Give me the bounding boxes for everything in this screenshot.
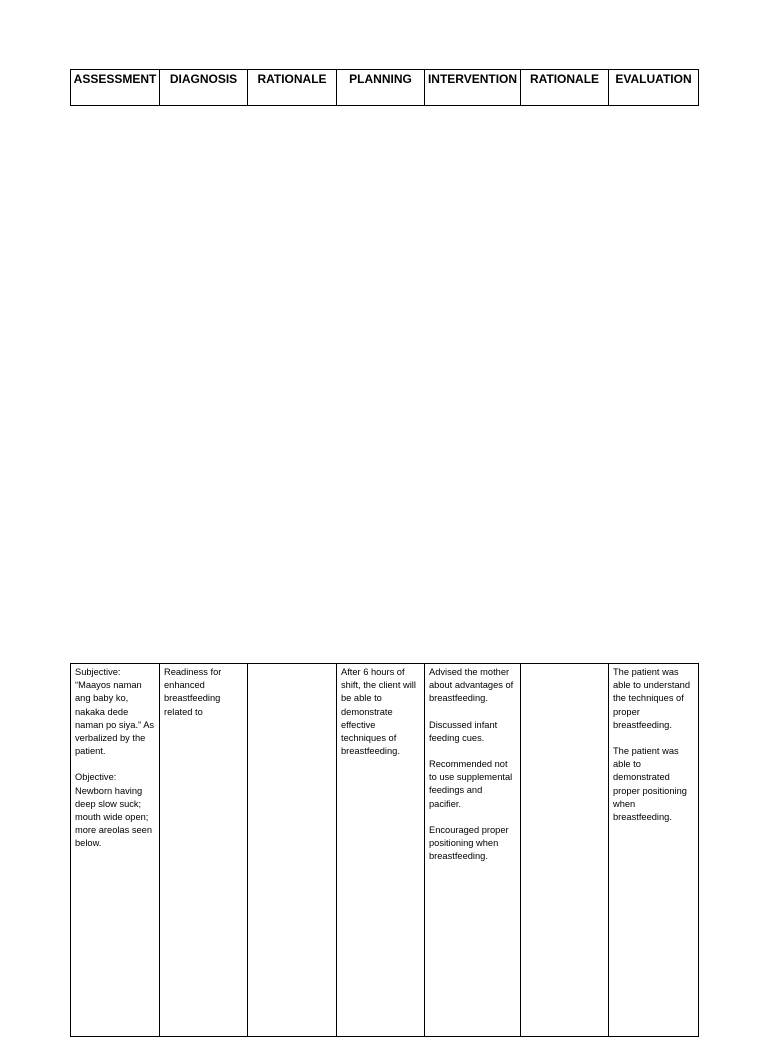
header-assessment: ASSESSMENT bbox=[71, 70, 160, 106]
header-diagnosis: DIAGNOSIS bbox=[160, 70, 248, 106]
evaluation-cell bbox=[609, 664, 699, 1037]
evaluation-item: The patient was able to demonstrated proper positioning when breastfeeding. bbox=[613, 746, 687, 823]
assessment-cell bbox=[71, 664, 160, 1037]
rationale-cell bbox=[248, 664, 337, 1037]
header-intervention: INTERVENTION bbox=[425, 70, 521, 106]
header-row bbox=[71, 70, 699, 106]
planning-cell bbox=[337, 664, 425, 1037]
planning-text: After 6 hours of shift, the client will be able to demonstrate effective techniques of breastfeeding. bbox=[341, 667, 416, 757]
evaluation-item: The patient was able to understand the techniques of proper breastfeeding. bbox=[613, 667, 691, 730]
intervention-item: Recommended not to use supplemental feedings and pacifier. bbox=[429, 759, 513, 809]
header-table bbox=[70, 69, 699, 106]
intervention-cell bbox=[425, 664, 521, 1037]
subjective-label: Subjective: bbox=[75, 667, 121, 677]
intervention-item: Encouraged proper positioning when breastfeeding. bbox=[429, 824, 509, 862]
header-rationale-2: RATIONALE bbox=[521, 70, 609, 106]
header-rationale: RATIONALE bbox=[248, 70, 337, 106]
intervention-item: Advised the mother about advantages of breastfeeding. bbox=[429, 667, 514, 704]
intervention-item: Discussed infant feeding cues. bbox=[429, 719, 498, 743]
care-plan-row bbox=[71, 664, 699, 1037]
rationale-2-cell bbox=[521, 664, 609, 1037]
objective-text: Newborn having deep slow suck; mouth wide open; more areolas seen below. bbox=[75, 785, 152, 849]
header-planning: PLANNING bbox=[337, 70, 425, 106]
header-evaluation: EVALUATION bbox=[609, 70, 699, 106]
objective-label: Objective: bbox=[75, 772, 117, 783]
subjective-text: “Maayos naman ang baby ko, nakaka dede naman po siya.” As verbalized by the patient. bbox=[75, 680, 155, 757]
diagnosis-text: Readiness for enhanced breastfeeding related to bbox=[164, 667, 222, 717]
care-plan-table bbox=[70, 663, 699, 1037]
diagnosis-cell bbox=[160, 664, 248, 1037]
